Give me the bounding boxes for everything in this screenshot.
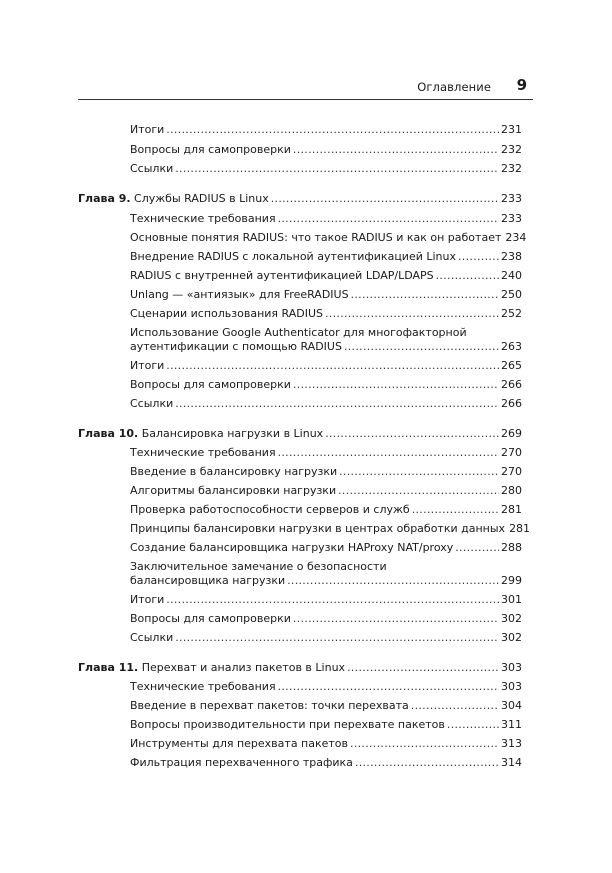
chapter-title: Перехват и анализ пакетов в Linux (141, 661, 346, 674)
toc-entry[interactable] (130, 503, 522, 517)
toc-entry-label: Алгоритмы балансировки нагрузки (130, 484, 337, 497)
toc-entry-label-line1[interactable]: Использование Google Authenticator для многофакторной (130, 326, 467, 339)
toc-entry[interactable] (130, 378, 522, 392)
toc-entry-label: Фильтрация перехваченного трафика (130, 756, 353, 769)
toc-entry[interactable] (130, 541, 522, 555)
dot-leader (447, 718, 499, 732)
toc-entry[interactable] (130, 612, 522, 626)
dot-leader (278, 212, 499, 226)
toc-entry-label: Основные понятия RADIUS: что такое RADIUS и как он работает (130, 231, 502, 244)
dot-leader (411, 699, 499, 713)
toc-entry-page: 302 (501, 612, 522, 625)
dot-leader (271, 192, 499, 206)
toc-chapter-page: 233 (501, 192, 522, 205)
toc-entry[interactable] (130, 737, 522, 751)
toc-chapter-label (78, 427, 323, 441)
toc-chapter-page: 303 (501, 661, 522, 674)
toc-entry-label: балансировщика нагрузки (130, 574, 286, 587)
running-header-page-number: 9 (516, 76, 527, 94)
dot-leader (338, 484, 499, 498)
dot-leader (344, 340, 499, 354)
toc-entry-label: Ссылки (130, 631, 174, 644)
dot-leader (436, 269, 499, 283)
dot-leader (293, 378, 499, 392)
dot-leader (347, 661, 499, 675)
toc-entry-page: 288 (501, 541, 522, 554)
toc-entry[interactable] (130, 162, 522, 176)
toc-entry[interactable] (130, 397, 522, 411)
toc-entry-label: Ссылки (130, 162, 174, 175)
dot-leader (325, 427, 499, 441)
toc-entry[interactable] (130, 718, 522, 732)
toc-entry-page: 270 (501, 465, 522, 478)
toc-entry-page: 302 (501, 631, 522, 644)
toc-chapter-page: 269 (501, 427, 522, 440)
toc-entry-label: Вопросы для самопроверки (130, 612, 291, 625)
toc-entry-label: Вопросы производительности при перехвате пакетов (130, 718, 445, 731)
toc-entry-label: Инструменты для перехвата пакетов (130, 737, 349, 750)
toc-entry-label: Технические требования (130, 212, 276, 225)
dot-leader (278, 446, 499, 460)
dot-leader (350, 737, 499, 751)
toc-entry-page: 234 (505, 231, 527, 244)
toc-entry[interactable] (130, 446, 522, 460)
toc-entry[interactable] (130, 269, 522, 283)
chapter-prefix: Глава 11. (78, 661, 139, 674)
toc-entry-label: Итоги (130, 359, 165, 372)
toc-entry-label-line1[interactable]: Заключительное замечание о безопасности (130, 560, 387, 573)
toc-entry-label: Введение в балансировку нагрузки (130, 465, 338, 478)
toc-entry-label: Принципы балансировки нагрузки в центрах обработки данных (130, 522, 506, 535)
toc-entry[interactable] (130, 756, 522, 770)
dot-leader (351, 288, 499, 302)
toc-entry-page: 263 (501, 340, 522, 353)
toc-entry[interactable] (130, 143, 522, 157)
toc-chapter-11[interactable] (78, 661, 522, 675)
toc-entry-page: 231 (501, 123, 522, 136)
dot-leader (455, 541, 499, 555)
running-header-title: Оглавление (417, 80, 491, 94)
toc-entry-label: Создание балансировщика нагрузки HAProxy NAT/proxy (130, 541, 454, 554)
toc-entry[interactable] (130, 123, 522, 137)
toc-entry[interactable] (130, 307, 522, 321)
toc-entry[interactable] (130, 680, 522, 694)
toc-entry-label: аутентификации с помощью RADIUS (130, 340, 342, 353)
toc-entry[interactable] (130, 250, 522, 264)
toc-chapter-label (78, 661, 345, 675)
toc-entry-page: 280 (501, 484, 522, 497)
toc-entry-page: 265 (501, 359, 522, 372)
toc-entry[interactable] (130, 631, 522, 645)
chapter-prefix: Глава 10. (78, 427, 139, 440)
toc-entry-label: Введение в перехват пакетов: точки перехвата (130, 699, 409, 712)
toc-entry-page: 238 (501, 250, 522, 263)
toc-entry-page: 304 (501, 699, 522, 712)
dot-leader (293, 612, 499, 626)
chapter-prefix: Глава 9. (78, 192, 131, 205)
dot-leader (166, 123, 499, 137)
chapter-title: Балансировка нагрузки в Linux (141, 427, 324, 440)
toc-entry-label: Unlang — «антиязык» для FreeRADIUS (130, 288, 349, 301)
toc-entry-label: Вопросы для самопроверки (130, 143, 291, 156)
toc-entry-page: 281 (509, 522, 531, 535)
toc-entry-page: 233 (501, 212, 522, 225)
toc-entry-page: 232 (501, 143, 522, 156)
toc-entry-page: 266 (501, 378, 522, 391)
toc-entry-page: 313 (501, 737, 522, 750)
toc-entry-page: 314 (501, 756, 522, 769)
toc-entry-page: 299 (501, 574, 522, 587)
toc-entry-label: RADIUS с внутренней аутентификацией LDAP/LDAPS (130, 269, 434, 282)
dot-leader (412, 503, 499, 517)
running-header (78, 77, 533, 100)
toc-entry[interactable] (130, 212, 522, 226)
dot-leader (355, 756, 499, 770)
toc-entry-page: 266 (501, 397, 522, 410)
toc-entry-label: Ссылки (130, 397, 174, 410)
dot-leader (175, 397, 499, 411)
dot-leader (166, 593, 499, 607)
toc-chapter-9[interactable] (78, 192, 522, 206)
toc-entry-label: Вопросы для самопроверки (130, 378, 291, 391)
toc-entry-label: Внедрение RADIUS с локальной аутентификацией Linux (130, 250, 457, 263)
dot-leader (287, 574, 499, 588)
toc-entry[interactable] (130, 465, 522, 479)
dot-leader (325, 307, 499, 321)
toc-entry-page: 303 (501, 680, 522, 693)
chapter-title: Службы RADIUS в Linux (134, 192, 269, 205)
toc-entry-label: Технические требования (130, 446, 276, 459)
toc-entry-label: Проверка работоспособности серверов и служб (130, 503, 410, 516)
toc-entry-label: Технические требования (130, 680, 276, 693)
toc-entry-label: Итоги (130, 123, 165, 136)
dot-leader (175, 162, 499, 176)
toc-chapter-10[interactable] (78, 427, 522, 441)
dot-leader (278, 680, 499, 694)
toc-entry[interactable] (130, 699, 522, 713)
toc-chapter-label (78, 192, 269, 206)
toc-entry[interactable] (130, 359, 522, 373)
dot-leader (339, 465, 499, 479)
toc-entry-page: 281 (501, 503, 522, 516)
toc-entry-page: 270 (501, 446, 522, 459)
toc-entry-page: 252 (501, 307, 522, 320)
dot-leader (175, 631, 499, 645)
toc-entry[interactable] (130, 340, 522, 354)
dot-leader (293, 143, 499, 157)
toc-entry[interactable] (130, 522, 531, 536)
toc-entry[interactable] (130, 574, 522, 588)
toc-entry-page: 311 (501, 718, 522, 731)
dot-leader (166, 359, 499, 373)
toc-entry[interactable] (130, 288, 522, 302)
toc-entry-label: Итоги (130, 593, 165, 606)
toc-entry-label: Сценарии использования RADIUS (130, 307, 324, 320)
toc-entry[interactable] (130, 231, 527, 245)
toc-entry[interactable] (130, 593, 522, 607)
toc-entry-page: 240 (501, 269, 522, 282)
toc-entry-page: 232 (501, 162, 522, 175)
toc-entry-page: 250 (501, 288, 522, 301)
toc-entry-page: 301 (501, 593, 522, 606)
toc-entry[interactable] (130, 484, 522, 498)
dot-leader (458, 250, 499, 264)
